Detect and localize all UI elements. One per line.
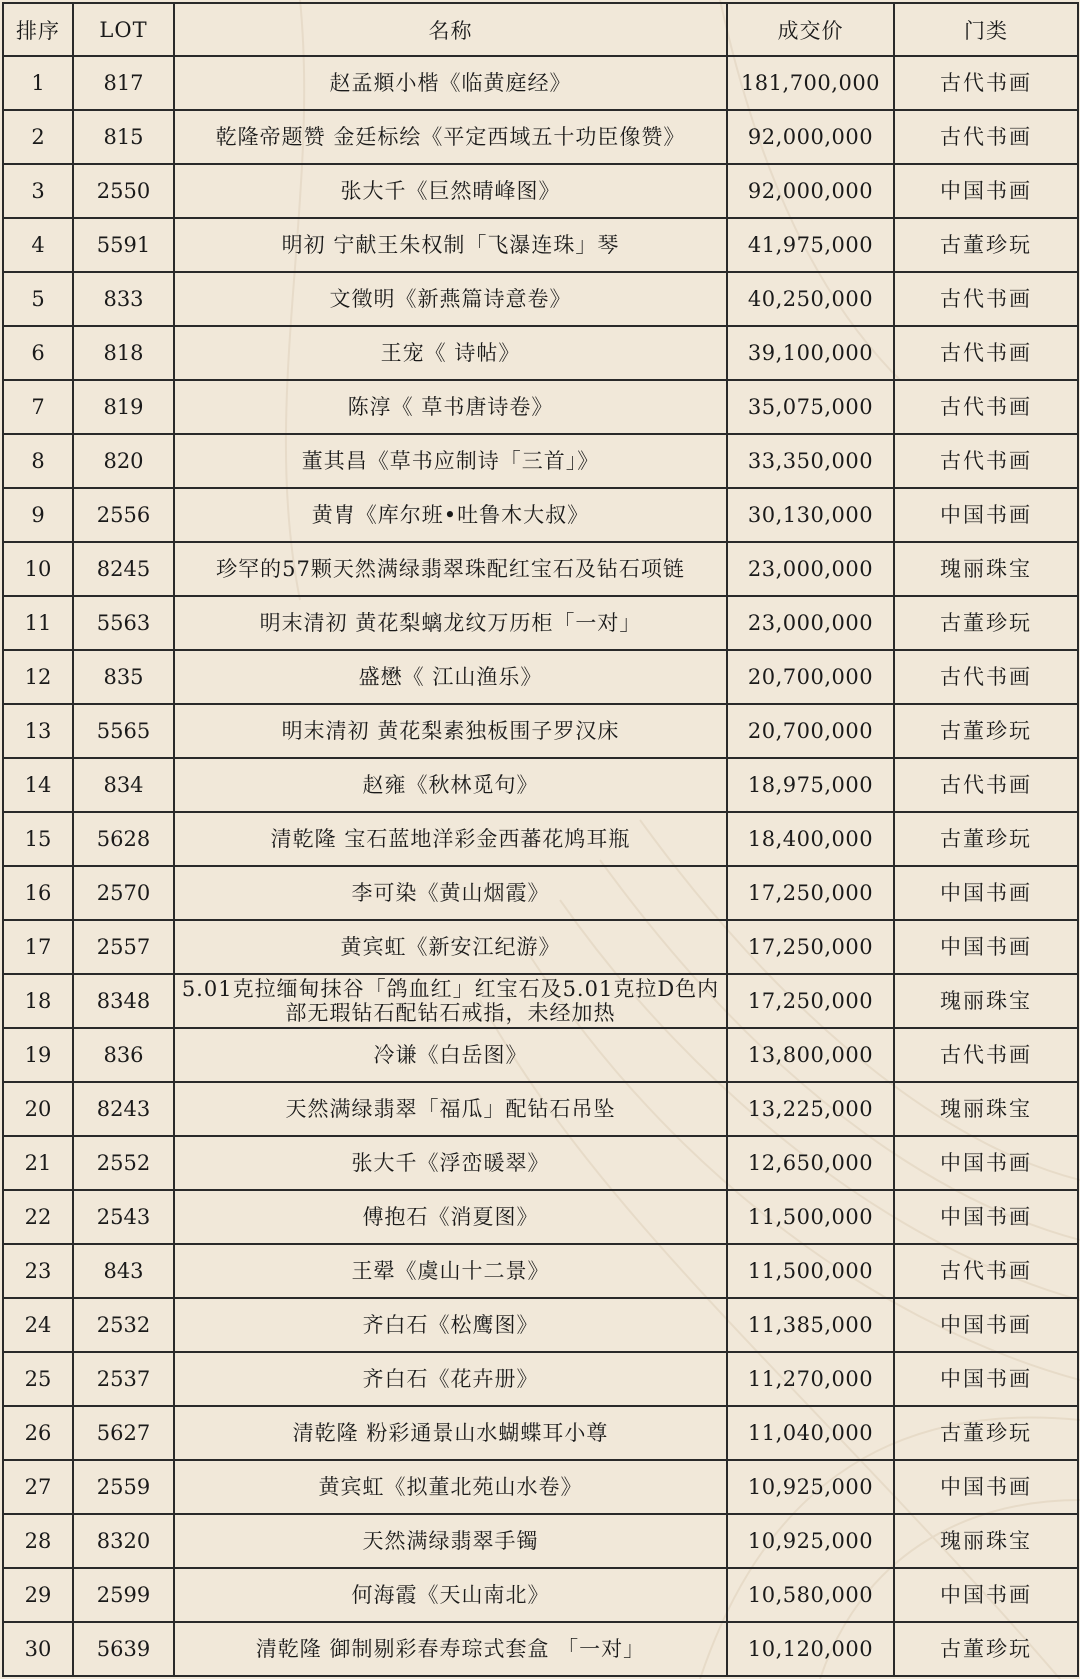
cell-price: 11,500,000 [727,1190,894,1244]
cell-category: 古代书画 [894,110,1078,164]
table-row [3,272,1078,326]
cell-lot: 5591 [73,218,174,272]
cell-price: 17,250,000 [727,974,894,1028]
cell-rank: 25 [3,1352,73,1406]
cell-rank: 13 [3,704,73,758]
cell-price: 17,250,000 [727,866,894,920]
header-price: 成交价 [727,3,894,56]
table-row [3,542,1078,596]
cell-lot: 819 [73,380,174,434]
cell-name: 清乾隆 粉彩通景山水蝴蝶耳小尊 [174,1406,727,1460]
cell-category: 中国书画 [894,1568,1078,1622]
cell-category: 古代书画 [894,650,1078,704]
cell-price: 30,130,000 [727,488,894,542]
cell-category: 中国书画 [894,1352,1078,1406]
cell-rank: 22 [3,1190,73,1244]
cell-lot: 5639 [73,1622,174,1676]
cell-category: 中国书画 [894,488,1078,542]
cell-name: 何海霞《天山南北》 [174,1568,727,1622]
cell-lot: 2543 [73,1190,174,1244]
cell-category: 古董珍玩 [894,1622,1078,1676]
cell-category: 古代书画 [894,434,1078,488]
cell-category: 古代书画 [894,1244,1078,1298]
cell-lot: 8348 [73,974,174,1028]
cell-lot: 2570 [73,866,174,920]
table-row [3,1028,1078,1082]
cell-name: 李可染《黄山烟霞》 [174,866,727,920]
cell-rank: 3 [3,164,73,218]
cell-name: 珍罕的57颗天然满绿翡翠珠配红宝石及钻石项链 [174,542,727,596]
cell-rank: 17 [3,920,73,974]
table-row [3,1244,1078,1298]
table-row [3,596,1078,650]
cell-name: 傅抱石《消夏图》 [174,1190,727,1244]
cell-lot: 5628 [73,812,174,866]
cell-rank: 29 [3,1568,73,1622]
cell-name: 黄宾虹《拟董北苑山水卷》 [174,1460,727,1514]
cell-price: 40,250,000 [727,272,894,326]
cell-name: 陈淳《 草书唐诗卷》 [174,380,727,434]
cell-lot: 833 [73,272,174,326]
cell-lot: 815 [73,110,174,164]
cell-name: 赵孟頫小楷《临黄庭经》 [174,56,727,110]
cell-rank: 2 [3,110,73,164]
cell-rank: 8 [3,434,73,488]
cell-category: 中国书画 [894,164,1078,218]
cell-name: 明末清初 黄花梨螭龙纹万历柜「一对」 [174,596,727,650]
table-row [3,650,1078,704]
cell-price: 10,925,000 [727,1514,894,1568]
cell-category: 中国书画 [894,1298,1078,1352]
cell-price: 33,350,000 [727,434,894,488]
cell-lot: 5627 [73,1406,174,1460]
cell-price: 20,700,000 [727,704,894,758]
cell-lot: 2559 [73,1460,174,1514]
cell-name: 清乾隆 宝石蓝地洋彩金西蕃花鸠耳瓶 [174,812,727,866]
table-row [3,1190,1078,1244]
table-row [3,704,1078,758]
cell-rank: 1 [3,56,73,110]
cell-rank: 15 [3,812,73,866]
cell-lot: 2557 [73,920,174,974]
table-row [3,758,1078,812]
cell-rank: 10 [3,542,73,596]
cell-name: 赵雍《秋林觅句》 [174,758,727,812]
cell-price: 23,000,000 [727,542,894,596]
cell-price: 92,000,000 [727,110,894,164]
cell-name: 天然满绿翡翠手镯 [174,1514,727,1568]
cell-price: 23,000,000 [727,596,894,650]
cell-lot: 834 [73,758,174,812]
cell-rank: 7 [3,380,73,434]
cell-lot: 2556 [73,488,174,542]
cell-category: 古代书画 [894,758,1078,812]
cell-rank: 5 [3,272,73,326]
cell-name: 乾隆帝题赞 金廷标绘《平定西域五十功臣像赞》 [174,110,727,164]
table-row [3,434,1078,488]
header-category: 门类 [894,3,1078,56]
cell-lot: 843 [73,1244,174,1298]
cell-name: 黄胄《库尔班•吐鲁木大叔》 [174,488,727,542]
header-lot: LOT [73,3,174,56]
cell-category: 中国书画 [894,866,1078,920]
cell-price: 11,385,000 [727,1298,894,1352]
cell-category: 古代书画 [894,56,1078,110]
table-row [3,110,1078,164]
cell-category: 瑰丽珠宝 [894,542,1078,596]
cell-rank: 12 [3,650,73,704]
cell-lot: 8320 [73,1514,174,1568]
cell-category: 古代书画 [894,1028,1078,1082]
cell-name: 王宠《 诗帖》 [174,326,727,380]
cell-price: 11,270,000 [727,1352,894,1406]
cell-rank: 9 [3,488,73,542]
cell-name: 王翚《虞山十二景》 [174,1244,727,1298]
table-row [3,488,1078,542]
cell-lot: 820 [73,434,174,488]
table-row [3,326,1078,380]
cell-rank: 20 [3,1082,73,1136]
cell-category: 瑰丽珠宝 [894,974,1078,1028]
cell-category: 古董珍玩 [894,1406,1078,1460]
cell-price: 41,975,000 [727,218,894,272]
cell-name: 张大千《浮峦暖翠》 [174,1136,727,1190]
cell-price: 35,075,000 [727,380,894,434]
cell-price: 12,650,000 [727,1136,894,1190]
table-row [3,1298,1078,1352]
cell-lot: 5565 [73,704,174,758]
table-row [3,56,1078,110]
cell-category: 古代书画 [894,380,1078,434]
table-row [3,1082,1078,1136]
table-row [3,974,1078,1028]
cell-name: 文徵明《新燕篇诗意卷》 [174,272,727,326]
cell-price: 181,700,000 [727,56,894,110]
cell-rank: 30 [3,1622,73,1676]
table-row [3,1514,1078,1568]
cell-rank: 11 [3,596,73,650]
cell-rank: 27 [3,1460,73,1514]
cell-price: 13,225,000 [727,1082,894,1136]
cell-lot: 8245 [73,542,174,596]
cell-name: 齐白石《松鹰图》 [174,1298,727,1352]
cell-lot: 835 [73,650,174,704]
table-row [3,380,1078,434]
cell-lot: 2552 [73,1136,174,1190]
cell-name: 5.01克拉缅甸抹谷「鸽血红」红宝石及5.01克拉D色内部无瑕钻石配钻石戒指，未经加热 [174,974,727,1028]
cell-lot: 2550 [73,164,174,218]
table-row [3,218,1078,272]
cell-name: 盛懋《 江山渔乐》 [174,650,727,704]
cell-category: 古董珍玩 [894,596,1078,650]
table-row [3,1622,1078,1676]
cell-category: 古董珍玩 [894,704,1078,758]
table-row [3,812,1078,866]
cell-rank: 14 [3,758,73,812]
table-row [3,1406,1078,1460]
cell-name: 董其昌《草书应制诗「三首」》 [174,434,727,488]
cell-name: 明末清初 黄花梨素独板围子罗汉床 [174,704,727,758]
table-row [3,866,1078,920]
cell-category: 古董珍玩 [894,812,1078,866]
cell-rank: 26 [3,1406,73,1460]
cell-price: 17,250,000 [727,920,894,974]
cell-lot: 2537 [73,1352,174,1406]
cell-price: 10,120,000 [727,1622,894,1676]
cell-lot: 2599 [73,1568,174,1622]
cell-rank: 18 [3,974,73,1028]
cell-price: 10,580,000 [727,1568,894,1622]
cell-rank: 28 [3,1514,73,1568]
cell-lot: 836 [73,1028,174,1082]
cell-price: 20,700,000 [727,650,894,704]
table-row [3,920,1078,974]
cell-category: 中国书画 [894,1190,1078,1244]
cell-rank: 16 [3,866,73,920]
cell-rank: 4 [3,218,73,272]
cell-rank: 21 [3,1136,73,1190]
cell-price: 13,800,000 [727,1028,894,1082]
cell-category: 瑰丽珠宝 [894,1082,1078,1136]
cell-category: 瑰丽珠宝 [894,1514,1078,1568]
cell-lot: 817 [73,56,174,110]
cell-rank: 19 [3,1028,73,1082]
cell-category: 中国书画 [894,1136,1078,1190]
cell-lot: 8243 [73,1082,174,1136]
cell-price: 39,100,000 [727,326,894,380]
cell-category: 古代书画 [894,272,1078,326]
auction-results-table [2,2,1079,1677]
cell-category: 中国书画 [894,1460,1078,1514]
cell-name: 齐白石《花卉册》 [174,1352,727,1406]
cell-name: 黄宾虹《新安江纪游》 [174,920,727,974]
table-row [3,1460,1078,1514]
table-row [3,1136,1078,1190]
cell-name: 张大千《巨然晴峰图》 [174,164,727,218]
table-header-row [3,3,1078,56]
table-row [3,1352,1078,1406]
cell-name: 明初 宁献王朱权制「飞瀑连珠」琴 [174,218,727,272]
cell-rank: 24 [3,1298,73,1352]
cell-rank: 23 [3,1244,73,1298]
cell-rank: 6 [3,326,73,380]
header-name: 名称 [174,3,727,56]
cell-price: 92,000,000 [727,164,894,218]
cell-price: 18,975,000 [727,758,894,812]
cell-lot: 5563 [73,596,174,650]
cell-name: 冷谦《白岳图》 [174,1028,727,1082]
cell-category: 古代书画 [894,326,1078,380]
header-rank: 排序 [3,3,73,56]
cell-category: 古董珍玩 [894,218,1078,272]
table-row [3,1568,1078,1622]
cell-lot: 818 [73,326,174,380]
cell-name: 清乾隆 御制剔彩春寿琮式套盒 「一对」 [174,1622,727,1676]
cell-price: 10,925,000 [727,1460,894,1514]
cell-price: 11,040,000 [727,1406,894,1460]
cell-category: 中国书画 [894,920,1078,974]
table-row [3,164,1078,218]
cell-price: 18,400,000 [727,812,894,866]
cell-lot: 2532 [73,1298,174,1352]
cell-price: 11,500,000 [727,1244,894,1298]
cell-name: 天然满绿翡翠「福瓜」配钻石吊坠 [174,1082,727,1136]
